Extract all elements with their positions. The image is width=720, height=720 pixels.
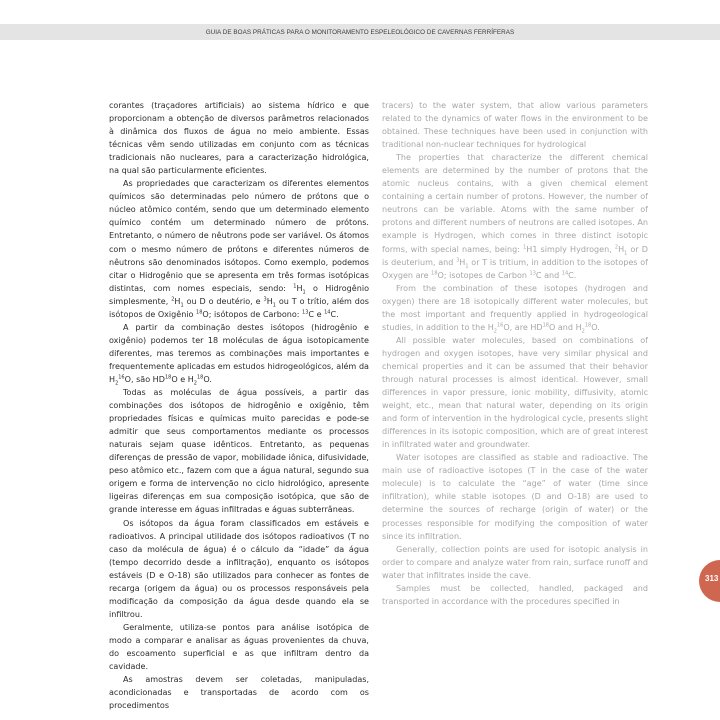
- paragraph: All possible water molecules, based on combinations of hydrogen and oxygen isotopes, have very similar physical and chemical properties and it can be assumed that their behavior through natural processes is almost identical. However, small differences in vapor pressure, ionic mobility, diffusivity, atomic weight, etc., mean that natural water, depending on its origin and form of intervention in the hydrological cycle, presents slight differences in its isotopic composition, which are of great interest in infiltrated water and groundwater.: [382, 335, 648, 450]
- paragraph: corantes (traçadores artificiais) ao sistema hídrico e que proporcionam a obtenção de diversos parâmetros relacionados à dinâmica dos fluxos de água no meio ambiente. Essas técnicas vêm sendo utilizadas em conjunto com as técnicas tradicionais não nucleares, para a caracterização hidrológica, na qual são particularmente eficientes.: [109, 101, 369, 176]
- paragraph: A partir da combinação destes isótopos (hidrogênio e oxigênio) podemos ter 18 moléculas de água isotopicamente diferentes, mas teremos as combinações mais importantes e frequentemente aplicadas em estudos hidrogeológicos, além da $H_2^{16}O$, são HD$^{18}$O e $H_2^{18}O$.: [109, 322, 369, 387]
- paragraph: As amostras devem ser coletadas, manipuladas, acondicionadas e transportadas de acordo com os procedimentos: [109, 675, 369, 711]
- paragraph: Samples must be collected, handled, packaged and transported in accordance with the procedures specified in: [382, 583, 648, 606]
- paragraph: Water isotopes are classified as stable and radioactive. The main use of radioactive isotopes (T in the case of the water molecule) is to calculate the “age” of water (time since infiltration), while stable isotopes (D and O-18) are used to determine the sources of recharge (origin of water) or the processes responsible for modifying the composition of water since its infiltration.: [382, 453, 648, 541]
- paragraph: Generally, collection points are used for isotopic analysis in order to compare and analyze water from rain, surface runoff and water that infiltrates inside the cave.: [382, 544, 648, 580]
- portuguese-column: [109, 99, 369, 712]
- paragraph: Todas as moléculas de água possíveis, a partir das combinações dos isótopos de hidrogênio e oxigênio, têm propriedades físicas e químicas muito parecidas e pode-se admitir que seus comportamentos mediante os processos naturais sejam quase idênticos. Entretanto, as pequenas diferenças de pressão de vapor, mobilidade iônica, difusividade, peso atômico etc., fazem com que a água natural, segundo sua origem e forma de intervenção no ciclo hidrológico, apresente ligeiras diferenças em sua composição isotópica, que são de grande interesse em águas infiltradas e águas subterrâneas.: [109, 388, 369, 515]
- running-header-title: GUIA DE BOAS PRÁTICAS PARA O MONITORAMENTO ESPELEOLÓGICO DE CAVERNAS FERRÍFERAS: [205, 28, 515, 36]
- paragraph: tracers) to the water system, that allow various parameters related to the dynamics of water flows in the environment to be obtained. These techniques have been used in conjunction with traditional non-nuclear techniques for hydrological: [382, 101, 648, 150]
- paragraph: Os isótopos da água foram classificados em estáveis e radioativos. A principal utilidade dos isótopos radioativos (T no caso da molécula de água) é o cálculo da “idade” da água (tempo decorrido desde a infiltração), enquanto os isótopos estáveis (D e O-18) são utilizados para conhecer as fontes de recarga (origem da água) ou os processos responsáveis pela modificação da composição da água desde quando ela se infiltrou.: [109, 518, 369, 619]
- paragraph: The properties that characterize the different chemical elements are determined by the number of protons that the atomic nucleus contains, with a given chemical element containing a certain number of protons. However, the number of neutrons can be variable. Atoms with the same number of protons and different numbers of neutrons are called isotopes. An example is Hydrogen, which comes in three distinct isotopic forms, with special names, being: $^1$H1 simply Hydrogen, $^2H_1$ or D is deuterium, and $^3H_1$ or T is tritium, in addition to the isotopes of Oxygen are $^{18}$O; isotopes de Carbon $^{13}$C and $^{14}$C.: [382, 153, 649, 280]
- page-number: 313: [705, 574, 719, 583]
- paragraph: From the combination of these isotopes (hydrogen and oxygen) there are 18 isotopically different water molecules, but the most important and frequently applied in hydrogeological studies, in addition to the $H_2^{16}O$, are HD$^{18}$O and $H_2^{18}O$.: [382, 283, 648, 335]
- running-header: [0, 24, 720, 40]
- english-column: [382, 99, 648, 608]
- paragraph: Geralmente, utiliza-se pontos para análise isotópica de modo a comparar e analisar as águas provenientes da chuva, do escoamento superficial e as que infiltram dentro da cavidade.: [109, 622, 369, 672]
- page-number-badge: [699, 560, 720, 602]
- paragraph: As propriedades que caracterizam os diferentes elementos químicos são determinadas pelo número de prótons que o núcleo atômico contém, sendo que um determinado elemento químico contém um determinado número de prótons. Entretanto, o número de nêutrons pode ser variável. Os átomos com o mesmo número de prótons e diferentes números de nêutrons são denominados isótopos. Como exemplo, podemos citar o Hidrogênio que se apresenta em três formas isotópicas distintas, com nomes especiais, sendo: $^1H_1$ o Hidrogênio simplesmente, $^2H_1$ ou D o deutério, e $^3H_1$ ou T o trítio, além dos isótopos de Oxigênio $^{18}$O; isótopos de Carbono: $^{13}$C e $^{14}$C.: [109, 179, 369, 319]
